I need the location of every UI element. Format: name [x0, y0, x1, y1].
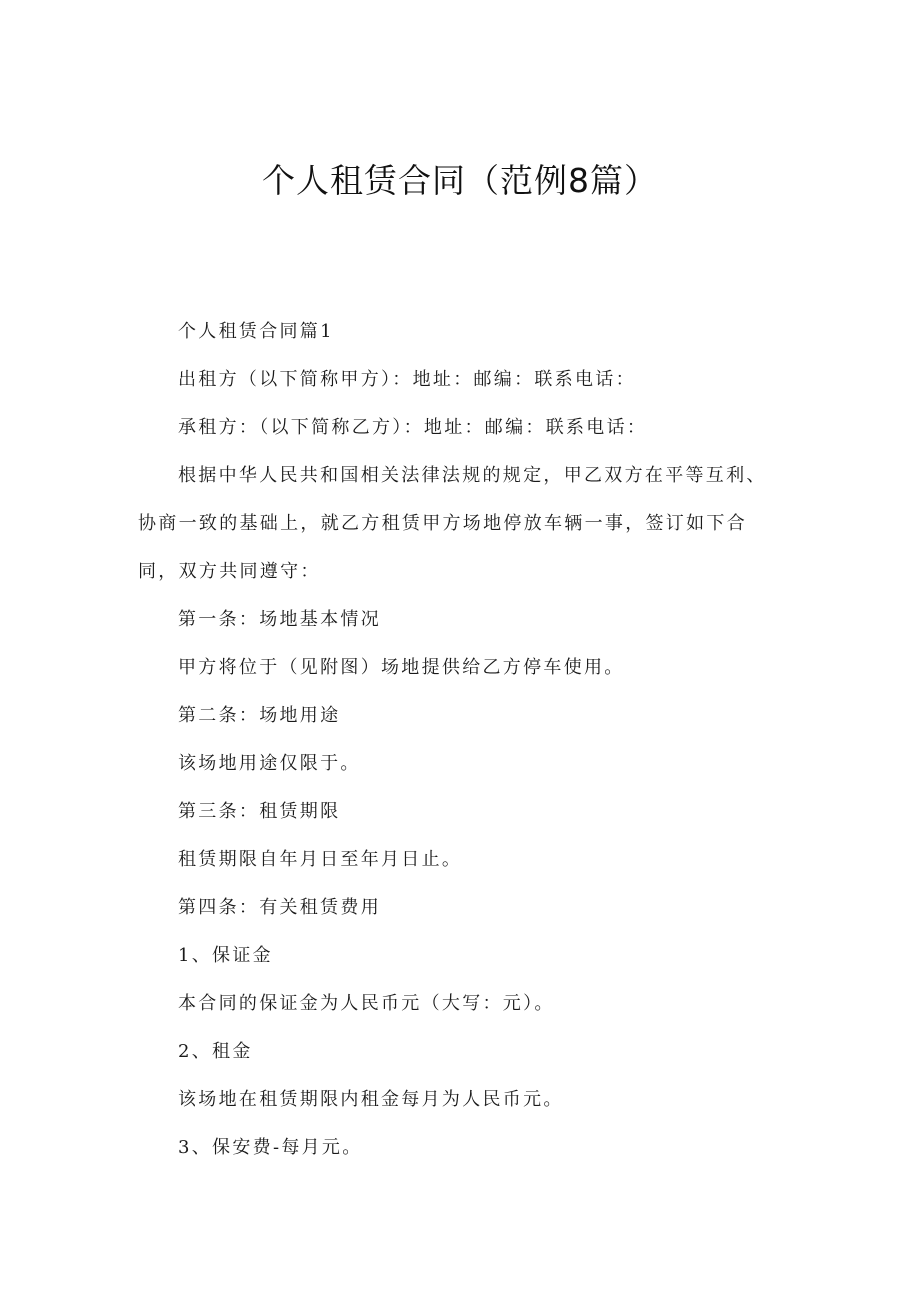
document-title: 个人租赁合同（范例8篇） — [262, 161, 658, 200]
paragraph-rent-body: 该场地在租赁期限内租金每月为人民币元。 — [178, 1089, 564, 1110]
paragraph-lessee: 承租方：（以下简称乙方）：地址：邮编：联系电话： — [178, 417, 648, 438]
paragraph-preamble: 根据中华人民共和国相关法律法规的规定，甲乙双方在平等互利、协商一致的基础上，就乙方租赁甲方场地停放车辆一事，签订如下合同，双方共同遵守： — [138, 465, 767, 582]
paragraph-rent-heading: 2、租金 — [178, 1041, 253, 1062]
paragraph-article-1-body: 甲方将位于（见附图）场地提供给乙方停车使用。 — [178, 657, 625, 678]
paragraph-article-3-body: 租赁期限自年月日至年月日止。 — [178, 849, 463, 870]
paragraph-article-2-heading: 第二条：场地用途 — [178, 705, 341, 726]
paragraph-deposit-body: 本合同的保证金为人民币元（大写：元）。 — [178, 993, 555, 1014]
paragraph-article-4-heading: 第四条：有关租赁费用 — [178, 897, 381, 918]
paragraph-article-2-body: 该场地用途仅限于。 — [178, 753, 361, 774]
paragraph-deposit-heading: 1、保证金 — [178, 945, 273, 966]
paragraph-article-1-heading: 第一条：场地基本情况 — [178, 609, 381, 630]
paragraph-lessor: 出租方（以下简称甲方）：地址：邮编：联系电话： — [178, 369, 636, 390]
document-body — [138, 308, 783, 1172]
paragraph-heading-section-1: 个人租赁合同篇1 — [178, 321, 334, 342]
paragraph-security-fee: 3、保安费-每月元。 — [178, 1137, 363, 1158]
paragraph-article-3-heading: 第三条：租赁期限 — [178, 801, 341, 822]
